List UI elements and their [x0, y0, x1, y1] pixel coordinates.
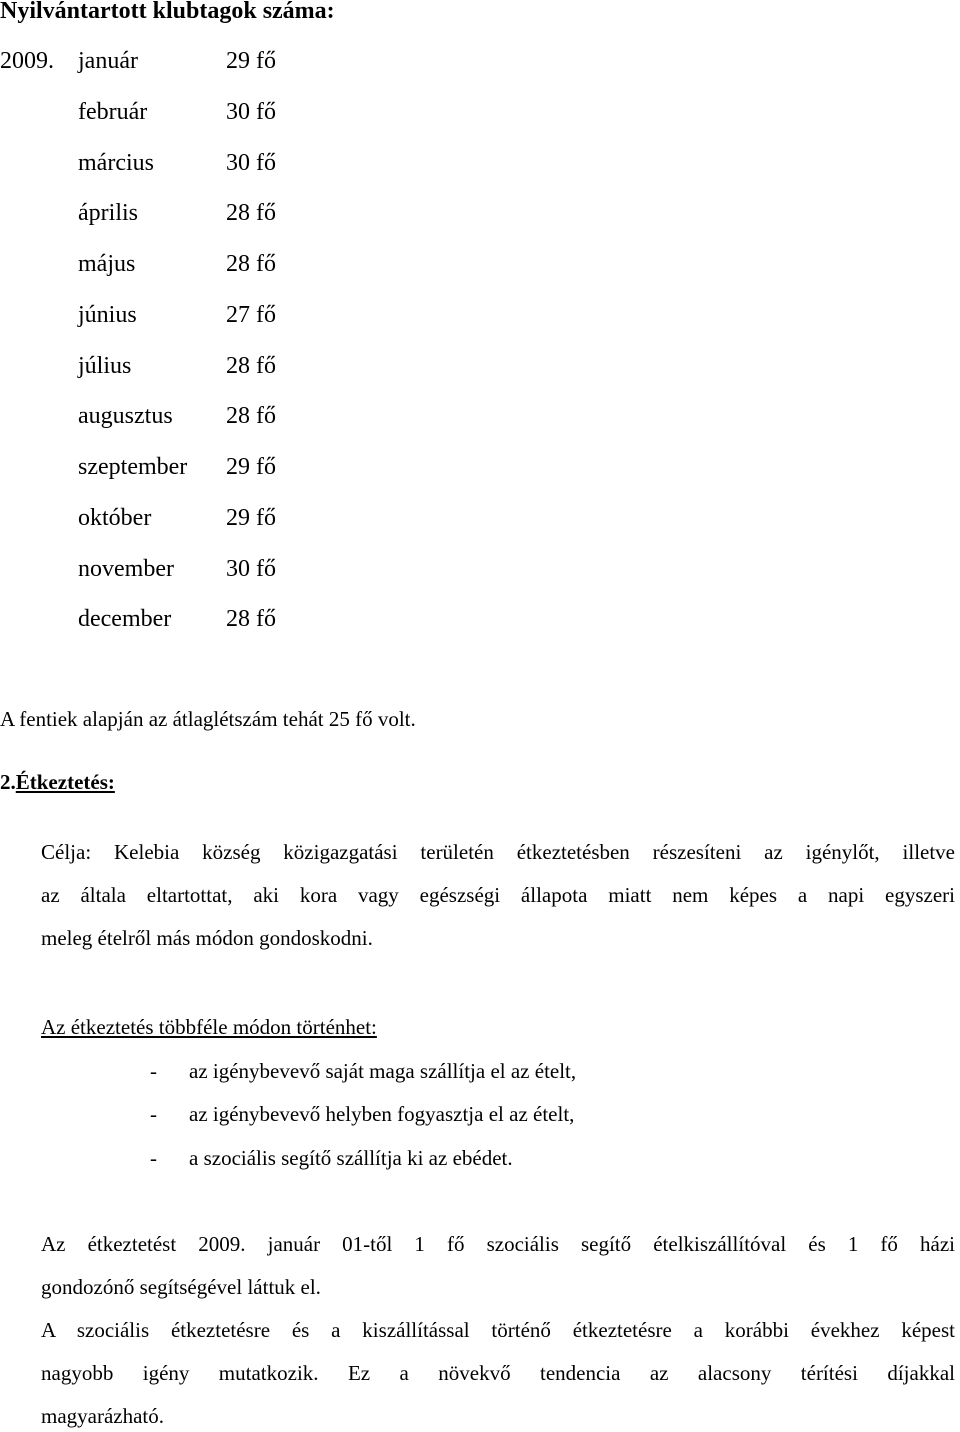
section-heading	[0, 770, 115, 795]
year-prefix: 2009.	[0, 48, 54, 74]
member-count: 29 fő	[226, 454, 276, 480]
list-bullet: -	[150, 1102, 157, 1126]
member-count: 28 fő	[226, 606, 276, 632]
member-count: 30 fő	[226, 99, 276, 125]
month-label: április	[78, 200, 138, 226]
member-count: 27 fő	[226, 302, 276, 328]
member-count: 30 fő	[226, 556, 276, 582]
paragraph-line: A szociális étkeztetésre és a kiszállítással történő étkeztetésre a korábbi évekhez képest	[41, 1318, 955, 1342]
list-item: a szociális segítő szállítja ki az ebédet.	[189, 1146, 513, 1170]
list-bullet: -	[150, 1146, 157, 1170]
month-label: november	[78, 556, 174, 582]
paragraph-line: az általa eltartottat, aki kora vagy egészségi állapota miatt nem képes a napi egyszeri	[41, 883, 955, 907]
paragraph-line: Az étkeztetést 2009. január 01-től 1 fő szociális segítő ételkiszállítóval és 1 fő házi	[41, 1232, 955, 1256]
list-item: az igénybevevő helyben fogyasztja el az ételt,	[189, 1102, 575, 1126]
member-count: 28 fő	[226, 200, 276, 226]
page-heading: Nyilvántartott klubtagok száma:	[0, 0, 335, 24]
paragraph-line: Célja: Kelebia község közigazgatási területén étkeztetésben részesíteni az igénylőt, illetve	[41, 840, 955, 864]
month-label: augusztus	[78, 403, 173, 429]
paragraph-line: nagyobb igény mutatkozik. Ez a növekvő tendencia az alacsony térítési díjakkal	[41, 1361, 955, 1385]
average-sentence: A fentiek alapján az átlaglétszám tehát 25 fő volt.	[0, 707, 416, 731]
month-label: május	[78, 251, 136, 277]
paragraph-line: gondozónő segítségével láttuk el.	[41, 1275, 321, 1299]
list-bullet: -	[150, 1059, 157, 1083]
month-label: július	[78, 353, 132, 379]
member-count: 28 fő	[226, 251, 276, 277]
member-count: 30 fő	[226, 150, 276, 176]
month-label: szeptember	[78, 454, 188, 480]
member-count: 29 fő	[226, 48, 276, 74]
paragraph-line: magyarázható.	[41, 1404, 165, 1428]
month-label: február	[78, 99, 148, 125]
month-label: december	[78, 606, 172, 632]
month-label: január	[78, 48, 138, 74]
paragraph-line: meleg ételről más módon gondoskodni.	[41, 926, 373, 950]
month-label: március	[78, 150, 154, 176]
list-item: az igénybevevő saját maga szállítja el az ételt,	[189, 1059, 577, 1083]
modes-heading: Az étkeztetés többféle módon történhet:	[41, 1015, 377, 1039]
month-label: június	[78, 302, 137, 328]
section-title: Étkeztetés:	[15, 770, 115, 794]
member-count: 28 fő	[226, 403, 276, 429]
section-number: 2.	[0, 770, 16, 794]
month-label: október	[78, 505, 152, 531]
member-count: 28 fő	[226, 353, 276, 379]
member-count: 29 fő	[226, 505, 276, 531]
